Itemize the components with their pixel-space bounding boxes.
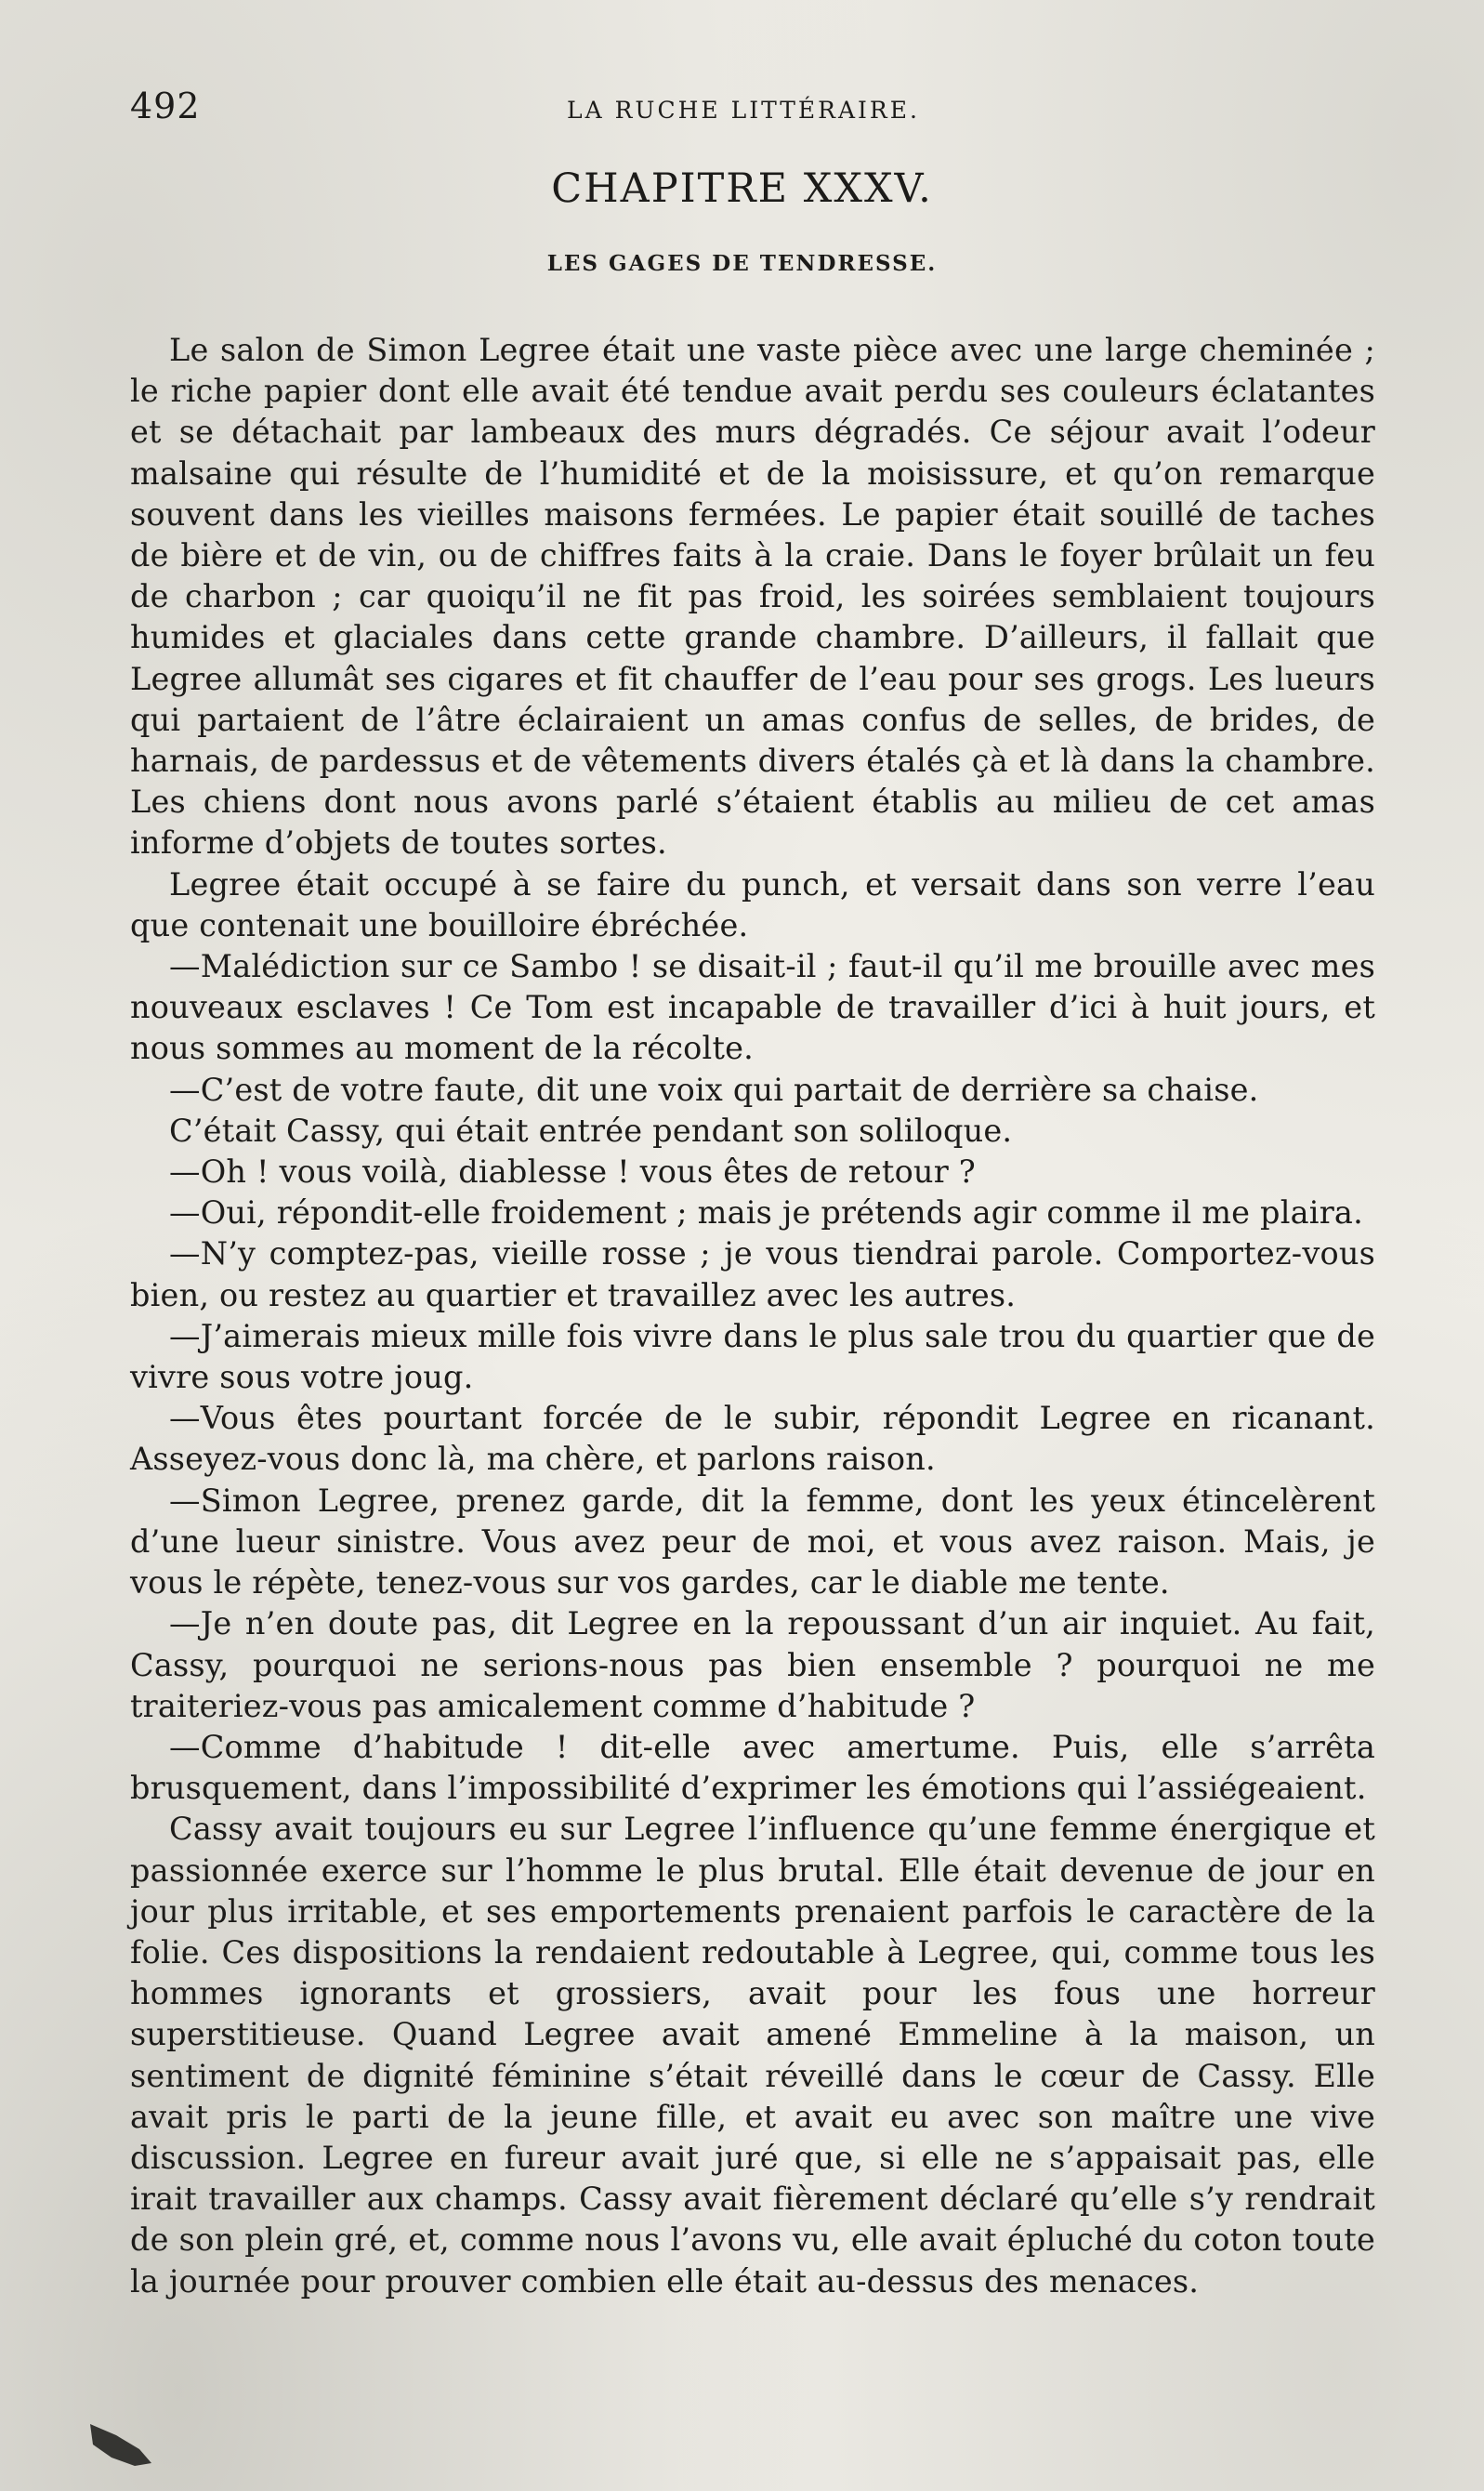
paragraph: —N’y comptez-pas, vieille rosse ; je vous tiendrai parole. Comportez-vous bien, ou restez au quartier et travaillez avec les autres. xyxy=(130,1235,1375,1313)
paragraph: —J’aimerais mieux mille fois vivre dans le plus sale trou du quartier que de vivre sous votre joug. xyxy=(130,1317,1375,1396)
paragraph: —C’est de votre faute, dit une voix qui partait de derrière sa chaise. xyxy=(169,1071,1259,1108)
paragraph: —Oh ! vous voilà, diablesse ! vous êtes de retour ? xyxy=(169,1153,976,1191)
paragraph: —Malédiction sur ce Sambo ! se disait-il ; faut-il qu’il me brouille avec mes nouveaux esclaves ! Ce Tom est incapable de travailler d’ici à huit jours, et nous sommes au moment de la récolte. xyxy=(130,948,1375,1067)
paragraph: Legree était occupé à se faire du punch, et versait dans son verre l’eau que contenait une bouilloire ébréchée. xyxy=(130,865,1375,943)
paragraph: —Comme d’habitude ! dit-elle avec amertume. Puis, elle s’arrêta brusquement, dans l’impossibilité d’exprimer les émotions qui l’assiégeaient. xyxy=(130,1728,1375,1807)
paragraph: C’était Cassy, qui était entrée pendant son soliloque. xyxy=(169,1112,1013,1149)
body-text xyxy=(130,330,1375,2302)
paragraph: —Vous êtes pourtant forcée de le subir, répondit Legree en ricanant. Asseyez-vous donc là, ma chère, et parlons raison. xyxy=(130,1400,1375,1478)
paragraph: —Oui, répondit-elle froidement ; mais je prétends agir comme il me plaira. xyxy=(169,1194,1363,1232)
chapter-title: CHAPITRE XXXV. xyxy=(551,165,933,212)
running-head xyxy=(130,86,1375,132)
paragraph: Le salon de Simon Legree était une vaste pièce avec une large cheminée ; le riche papier dont elle avait été tendue avait perdu ses couleurs éclatantes et se détachait par lambeaux des murs dégradés. Ce séjour avait l’odeur malsaine qui résulte de l’humidité et de la moisissure, et qu’on remarque souvent dans les vieilles maisons fermées. Le papier était souillé de taches de bière et de vin, ou de chiffres faits à la craie. Dans le foyer brûlait un feu de charbon ; car quoiqu’il ne fit pas froid, les soirées semblaient toujours humides et glaciales dans cette grande chambre. D’ailleurs, il fallait que Legree allumât ses cigares et fit chauffer de l’eau pour ses grogs. Les lueurs qui partaient de l’âtre éclairaient un amas confus de selles, de brides, de harnais, de pardessus et de vêtements divers étalés çà et là dans la chambre. Les chiens dont nous avons parlé s’étaient établis au milieu de cet amas informe d’objets de toutes sortes. xyxy=(130,332,1375,862)
running-title: LA RUCHE LITTÉRAIRE. xyxy=(567,97,920,124)
paragraph: —Simon Legree, prenez garde, dit la femme, dont les yeux étincelèrent d’une lueur sinistre. Vous avez peur de moi, et vous avez raison. Mais, je vous le répète, tenez-vous sur vos gardes, car le diable me tente. xyxy=(130,1482,1375,1601)
paragraph: —Je n’en doute pas, dit Legree en la repoussant d’un air inquiet. Au fait, Cassy, pourquoi ne serions-nous pas bien ensemble ? pourquoi ne me traiteriez-vous pas amicalement comme d’habitude ? xyxy=(130,1605,1375,1724)
page-number: 492 xyxy=(130,86,201,126)
chapter-subtitle: LES GAGES DE TENDRESSE. xyxy=(546,251,938,276)
paragraph: Cassy avait toujours eu sur Legree l’influence qu’une femme énergique et passionnée exerce sur l’homme le plus brutal. Elle était devenue de jour en jour plus irritable, et ses emportements prenaient parfois le caractère de la folie. Ces dispositions la rendaient redoutable à Legree, qui, comme tous les hommes ignorants et grossiers, avait pour les fous une horreur superstitieuse. Quand Legree avait amené Emmeline à la maison, un sentiment de dignité féminine s’était réveillé dans le cœur de Cassy. Elle avait pris le parti de la jeune fille, et avait eu avec son maître une vive discussion. Legree en fureur avait juré que, si elle ne s’appaisait pas, elle irait travailler aux champs. Cassy avait fièrement déclaré qu’elle s’y rendrait de son plein gré, et, comme nous l’avons vu, elle avait épluché du coton toute la journée pour prouver combien elle était au-dessus des menaces. xyxy=(130,1811,1375,2300)
scan-artifact-mark xyxy=(88,2417,153,2468)
